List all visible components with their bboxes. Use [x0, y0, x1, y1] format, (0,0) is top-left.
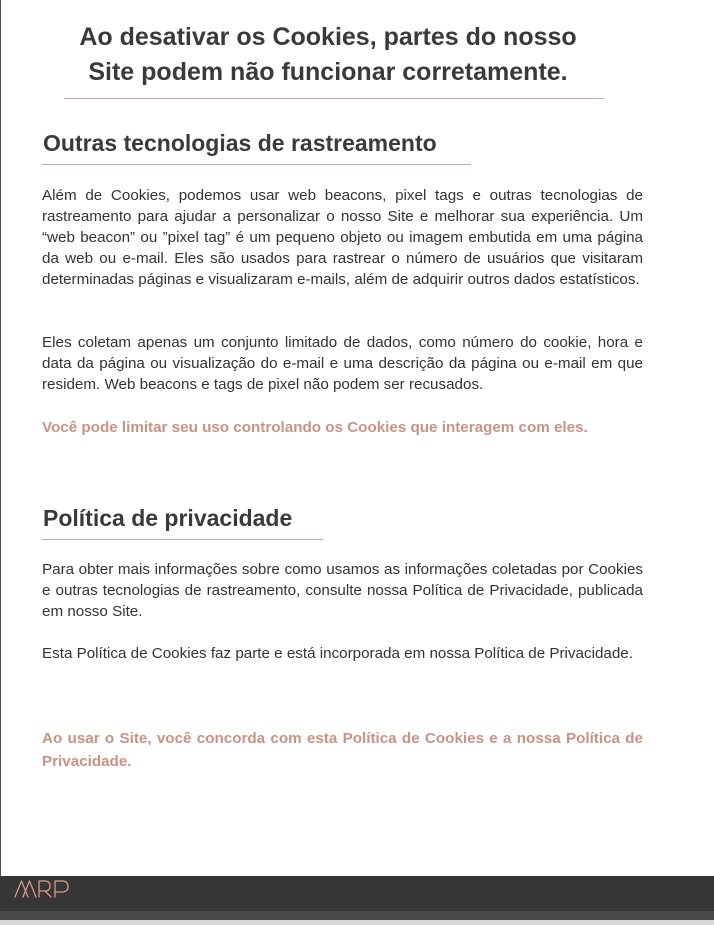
headline-divider	[64, 98, 604, 99]
footer-bottom-strip	[0, 920, 714, 925]
tracking-section-divider	[42, 164, 471, 165]
tracking-paragraph-1: Além de Cookies, podemos usar web beacons, pixel tags e outras tecnologias de rastreamento para ajudar a personalizar o nosso Site e melhorar sua experiência. Um “web beacon” ou ”pixel tag” é um pequeno objeto ou imagem embutida em uma página da web ou e-mail. Eles são usados para rastrear o número de usuários que visitaram determinadas páginas e visualizaram e-mails, além de adquirir outros dados estatísticos.	[42, 187, 643, 288]
privacy-paragraph-2: Esta Política de Cookies faz parte e está incorporada em nossa Política de Privacidade.	[42, 645, 633, 662]
tracking-paragraph-2: Eles coletam apenas um conjunto limitado de dados, como número do cookie, hora e data da página ou visualização do e-mail e uma descrição da página ou e-mail em que residem. Web beacons e tags de pixel não podem ser recusados.	[42, 334, 643, 393]
tracking-section-title: Outras tecnologias de rastreamento	[43, 130, 437, 156]
footer-bottom-band	[0, 911, 714, 925]
privacy-highlight: Ao usar o Site, você concorda com esta Política de Cookies e a nossa Política de Privacidade.	[42, 730, 643, 770]
footer-bar	[0, 876, 714, 911]
page-left-edge	[0, 0, 1, 877]
cookies-warning-headline	[40, 20, 616, 90]
headline-line-1: Ao desativar os Cookies, partes do nosso	[79, 23, 577, 51]
aarp-logo	[14, 878, 72, 900]
aarp-logo-icon	[14, 878, 72, 900]
privacy-section-divider	[42, 539, 323, 540]
privacy-paragraph-1: Para obter mais informações sobre como usamos as informações coletadas por Cookies e outras tecnologias de rastreamento, consulte nossa Política de Privacidade, publicada em nosso Site.	[42, 561, 643, 620]
headline-line-2: Site podem não funcionar corretamente.	[88, 58, 568, 86]
privacy-section-title: Política de privacidade	[43, 505, 293, 531]
tracking-highlight: Você pode limitar seu uso controlando os Cookies que interagem com eles.	[42, 419, 588, 436]
